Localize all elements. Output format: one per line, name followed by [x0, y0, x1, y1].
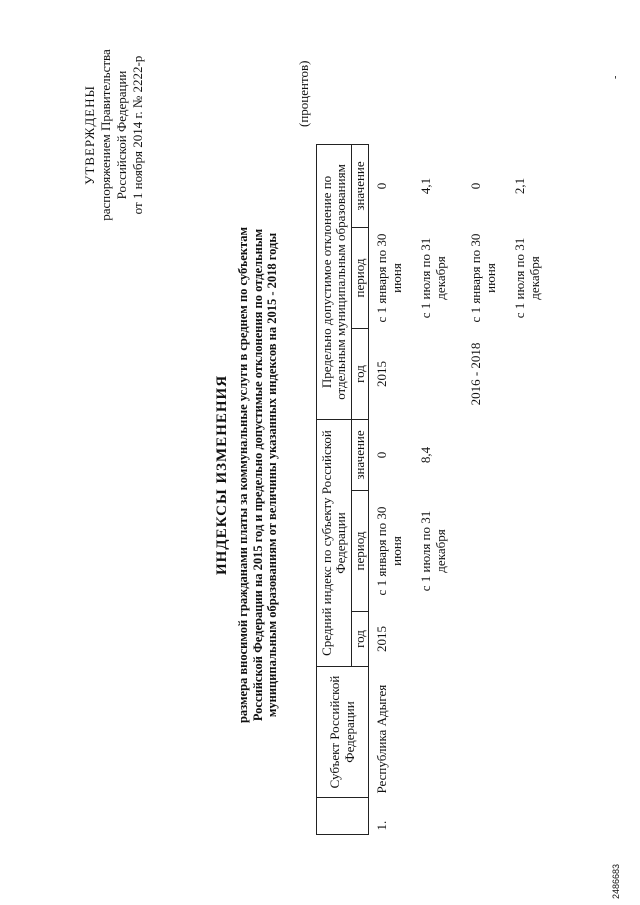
- row-dev-value-4: 2,1: [512, 177, 527, 195]
- header-permissible-deviation: Предельно допустимое отклонение по отдельным муниципальным образованиям: [317, 145, 352, 420]
- header-avg-value: значение: [352, 420, 369, 491]
- row-dev-year-2: 2016 - 2018: [468, 342, 483, 406]
- row-avg-value-1: 0: [374, 451, 389, 459]
- subtitle-line-1: размера вносимой гражданами платы за коммунальные услуги в среднем по субъектам: [236, 226, 250, 724]
- row-dev-period-1: с 1 января по 30 июня: [374, 233, 404, 323]
- header-dev-year: год: [352, 329, 369, 420]
- row-dev-period-2: с 1 июля по 31 декабря: [418, 237, 448, 319]
- subtitle-line-3: муниципальным образованиям от величины указанных индексов на 2015 - 2018 годы: [265, 232, 279, 718]
- header-subject: Субъект Российской Федерации: [317, 667, 369, 798]
- row-avg-value-2: 8,4: [418, 446, 433, 464]
- table-row: [513, 145, 557, 835]
- document-stamp-number: 2486683: [611, 863, 621, 899]
- header-number: [317, 798, 369, 835]
- units-note: (процентов): [296, 60, 311, 127]
- row-dev-value-3: 0: [468, 182, 483, 190]
- subtitle-line-2: Российской Федерации на 2015 год и предельно допустимые отклонения по отдельным: [250, 228, 265, 722]
- row-avg-period-1: с 1 января по 30 июня: [374, 506, 404, 596]
- header-avg-year: год: [352, 612, 369, 667]
- header-average-index: Средний индекс по субъекту Российской Федерации: [317, 420, 352, 667]
- row-number: 1.: [374, 820, 389, 831]
- row-dev-value-1: 0: [374, 182, 389, 190]
- row-dev-period-3: с 1 января по 30 июня: [468, 233, 498, 323]
- row-dev-year-1: 2015: [374, 361, 389, 387]
- approval-heading: УТВЕРЖДЕНЫ: [82, 85, 97, 185]
- approval-line-3: от 1 ноября 2014 г. № 2222-р: [130, 55, 145, 215]
- row-dev-period-4: с 1 июля по 31 декабря: [512, 237, 542, 319]
- row-avg-year: 2015: [374, 626, 389, 652]
- approval-block: [82, 15, 146, 255]
- row-subject: Республика Адыгея: [374, 684, 389, 794]
- document-subtitle: [236, 185, 280, 765]
- corner-mark: -: [610, 75, 621, 79]
- table-row: [463, 145, 513, 835]
- row-dev-value-2: 4,1: [418, 177, 433, 195]
- row-avg-period-2: с 1 июля по 31 декабря: [418, 510, 448, 592]
- document-title: ИНДЕКСЫ ИЗМЕНЕНИЯ: [214, 374, 230, 576]
- header-dev-value: значение: [352, 145, 369, 228]
- header-avg-period: период: [352, 491, 369, 612]
- table-row: [369, 145, 420, 835]
- approval-line-2: Российской Федерации: [114, 70, 129, 200]
- header-dev-period: период: [352, 228, 369, 329]
- approval-line-1: распоряжением Правительства: [98, 49, 113, 221]
- indices-table: [316, 144, 557, 835]
